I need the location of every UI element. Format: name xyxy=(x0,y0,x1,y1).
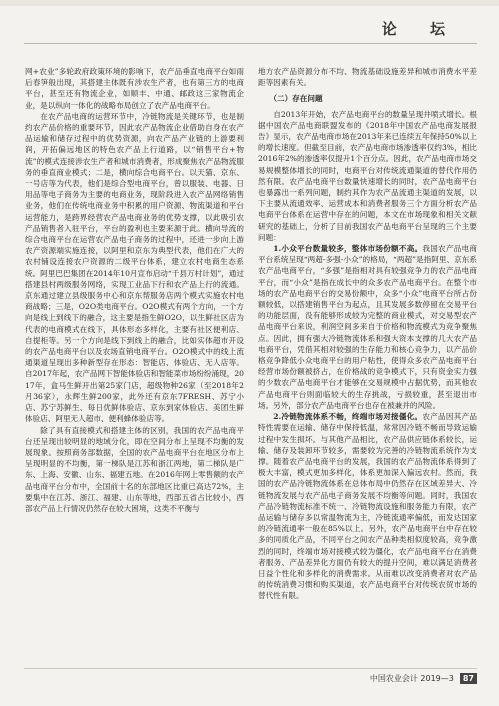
left-paragraph-2: 在农产品电商的运营环节中，冷链物流是关键环节，也是制约农产品价格的重要环节，因此农产品物流企业借助自身在农产品运输和储存过程中的优势资源，向农产品产业链的上游要利润，开拓偏远地区的特色农产品上行道路，以“销售平台+物流”的模式连接涉农生产者和城市消费者，形成聚焦农产品物流服务的垂直商业模式；二是，横向综合电商平台。以天猫、京东、一号店等为代表，他们是综合型电商平台，曾以服装、电器、日用品等电子商务为主要的电商业务，现阶段进入农产品网络销售业务，他们在传统电商业务中积累的用户资源、物流渠道和平台运营能力，是跨界经营农产品电商业务的优势支撑，以此吸引农产品销售者入驻平台，平台的盈利也主要来源于此。横向导流的综合电商平台在运营农产品电子商务的过程中，还进一步向上游农产资源端实施连接，以阿里和京东为典型代表，他们在广大的农村铺设连接农户资源的二级平台体系，建立农村电商生态系统。阿里巴巴集团在2014年10月宣布启动“千县万村计划”，通过搭建县村两级服务网络，实现工业品下行和农产品上行的流通。京东通过建立县级服务中心和京东帮服务店两个模式实施农村电商战略；三是，O2O类电商平台。O2O模式有两个方向，一个方向是线上到线下的融合，这主要是指生鲜O2O，以生鲜社区店为代表的电商模式在线下，具体形态多样化，主要有社区便利店、自提柜等。另一个方向是线下到线上的融合，比如实体超市开设的农产品电商平台以及农场直销电商平台。O2O模式中的线上流通渠道呈现出多种新型存在形态：智能店、体验店、无人店等。自2017年起，农产品网下智能体验店和智能菜市场纷纷涌现，2017年，盒马生鲜开出第25家门店，超级物种26家（至2018年2月36家），永辉生鲜200家，此外还有京东7FRESH、苏宁小店、苏宁苏鲜生、每日优鲜体验店、京东到家体验店、美团生鲜体验店、阿里无人超市、便利蜂体验店等。 xyxy=(25,111,244,424)
right-paragraph-1: 自2013年开始，农产品电商平台的数量呈现井喷式增长。根据中国农产品电商联盟发布的《2018年中国农产品电商发展报告》显示，农产品电商市场在2013年来已连续五年保持50%以上的增长速度。但截至目前，农产品电商市场渗透率仅约3%，相比2016年2%的渗透率仅提升1个百分点。因此，农产品电商市场交易规模整体增长的同时，电商平台对传统流通渠道的替代作用仍然有限。农产品电商平台数量快速增长的同时，农产品电商平台也暴露出一系列问题，制约其作为农产品流通主渠道的发展，以下主要从流通效率、运营成本和消费者服务三个方面分析农产品电商平台体系在运营中存在的问题，本文在市场现象和相关文献研究的基础上，分析了目前我国农产品电商平台呈现的三个主要问题： xyxy=(258,109,477,242)
left-paragraph-1: 网+农业”多轮政府政策环境的影响下，农产品垂直电商平台如雨后春笋般出现，其搭建主体既有涉农生产者，也有第三方的电商平台，甚至还有物流企业，如顺丰、中通、邮政这三家物流企业，是以纵向一体化的战略布局创立了农产品电商平台。 xyxy=(25,67,244,110)
section-subheading: （二）存在问题 xyxy=(269,94,323,104)
point-2-body: 农产品因其产品特性需要在运输、储存中保持低温，常常因冷链不畅而导致运输过程中发生损坏。与其他产品相比，农产品供应链体系较长，运输、储存及装卸环节较多，需要较为完善的冷链物流系统作为支撑。随着农产品电商平台的发展，我国的农产品物流体系得到了极大丰富，模式更加多样化，体系更加深入偏远农村。然而，我国的农产品冷链物流体系在总体布局中仍然存在区域差异大、冷链物流发展与农产品电子商务发展不均衡等问题。同时，我国农产品冷链物流标准不统一、冷链物流设施和服务能力有限，农产品运输与储存多以常温物流为主，冷链流通率偏低，而发达国家的冷链流通率一般在85%以上。另外，农产品电商平台中存在较多的同质化产品，不同平台之间农产品种类相似度较高，竞争激烈的同时，终端市场对接模式较为僵化，农产品电商平台在消费者服务、产品差异化方面仍有较大的提升空间，难以满足消费者日益个性化和多样化的消费需求。从而难以改变消费者对农产品的传统消费习惯和购买渠道，农产品电商平台对传统农贸市场的替代性有限。 xyxy=(258,412,477,601)
journal-name: 中国农业会计 2019—3 xyxy=(369,674,454,683)
page-number: 87 xyxy=(460,673,477,684)
section-header: 论 坛 xyxy=(381,20,459,38)
point-2-lead: 2.冷链物流体系不畅，终端市场对接僵化。 xyxy=(273,412,423,422)
left-paragraph-3: 除了具有直接模式和搭建主体的区别，我国的农产品电商平台还呈现出较明显的地域分化，即在空间分布上呈现不均衡的发展现象。按照商务部数据，全国的农产品电商平台在地区分布上呈现明显的不均衡，第一梯队是江苏和浙江两地，第二梯队是广东、上海、安徽、山东、福建五地。在2016年网上零售额的农产品电商平台分布中，全国前十名的东部地区比重已高达72%，主要集中在江苏、浙江、福建、山东等地，西部五省占比较小，西部农产品上行情况仍然存在较大困境，这类不平衡与 xyxy=(25,425,244,513)
page-footer xyxy=(370,673,477,684)
point-2 xyxy=(258,411,477,601)
footer-divider xyxy=(24,668,477,669)
point-1-lead: 1.小众平台数量较多，整体市场份额不高。 xyxy=(273,244,423,254)
top-rule xyxy=(0,0,499,6)
right-intro: 地方农产品资源分布不均、物流基础设施差异和城市消费水平差距等因素有关。 xyxy=(258,67,477,88)
left-column xyxy=(25,66,244,514)
header-divider xyxy=(24,43,477,44)
point-1 xyxy=(258,243,477,411)
point-1-body: 我国农产品电商平台系统呈现“两超-多强-小众”的格局，“两超”是指阿里、京东系农产品电商平台，“多强”是指相对具有较强竞争力的农产品电商平台，而“小众”是指在成长中的众多农产品电商平台。在整个市场的农产品电商平台的交易份额中，众多“小众”电商平台所占份额较低，以搭建销售平台为起点，且其发展多数停留在交易平台的功能层面，没有能够形成较为完整的商业模式，对交易型农产品电商平台来说，利润空间多来自于价格和物流模式为竞争聚焦点。因此，拥有强大冷链物流体系和强大资本支撑的几大农产品电商平台，凭借其相对较强的生存能力和核心竞争力，以产品价格竞争降低小众电商平台的用户粘性，使得众多农产品电商平台经营市场份额被挤占，在价格战的竞争模式下，只有资金实力强的少数农产品电商平台才能够在交易规模中占据优势，而其他农产品电商平台则面临较大的生存挑战，亏损较重，甚至退出市场。另外，部分农产品电商平台也存在被兼并的风险。 xyxy=(258,244,477,410)
right-column xyxy=(258,66,477,602)
